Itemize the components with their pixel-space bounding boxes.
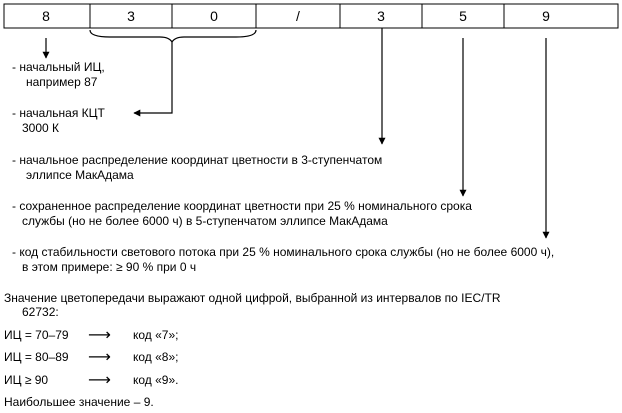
code-cell-4: / bbox=[296, 8, 300, 24]
right-arrow-icon: ⟶ bbox=[88, 347, 111, 366]
mapping-row-3-code: код «9». bbox=[133, 373, 179, 387]
item-1-line2: например 87 bbox=[26, 75, 98, 89]
brace-cells-2-3 bbox=[90, 30, 256, 42]
item-2-line2: 3000 К bbox=[22, 121, 60, 135]
item-5-line2: в этом примере: ≥ 90 % при 0 ч bbox=[22, 260, 197, 274]
code-cell-1: 8 bbox=[42, 8, 50, 24]
code-cell-7: 9 bbox=[542, 8, 550, 24]
item-5-line1: - код стабильности светового потока при 25 % номинального срока службы (но не более 6000 ч), bbox=[12, 245, 555, 259]
code-cell-6: 5 bbox=[459, 8, 467, 24]
code-cell-5: 3 bbox=[377, 8, 385, 24]
arrow-cells-2-3 bbox=[134, 42, 172, 113]
max-value-note: Наибольшее значение – 9. bbox=[4, 395, 154, 409]
right-arrow-icon: ⟶ bbox=[88, 325, 111, 344]
code-cell-2: 3 bbox=[127, 8, 135, 24]
item-4-line2: службы (но не более 6000 ч) в 5-ступенчатом эллипсе МакАдама bbox=[22, 214, 388, 228]
item-2-line1: - начальная КЦТ bbox=[12, 106, 105, 120]
code-table bbox=[4, 4, 618, 28]
mapping-row-2-code: код «8»; bbox=[133, 350, 179, 364]
item-3-line2: эллипсе МакАдама bbox=[26, 168, 134, 182]
mapping-row-3-range: ИЦ ≥ 90 bbox=[4, 373, 49, 387]
code-cell-3: 0 bbox=[210, 8, 218, 24]
mapping-row-1-code: код «7»; bbox=[133, 328, 179, 342]
note-line1: Значение цветопередачи выражают одной цифрой, выбранной из интервалов по IEC/TR bbox=[4, 291, 501, 305]
note-line2: 62732: bbox=[22, 305, 59, 319]
item-3-line1: - начальное распределение координат цветности в 3-ступенчатом bbox=[12, 153, 383, 167]
item-1-line1: - начальный ИЦ, bbox=[12, 60, 105, 74]
mapping-row-1-range: ИЦ = 70–79 bbox=[4, 328, 69, 342]
mapping-row-2-range: ИЦ = 80–89 bbox=[4, 350, 69, 364]
right-arrow-icon: ⟶ bbox=[88, 370, 111, 389]
item-4-line1: - сохраненное распределение координат цветности при 25 % номинального срока bbox=[12, 199, 472, 213]
code-table-border bbox=[4, 4, 618, 28]
